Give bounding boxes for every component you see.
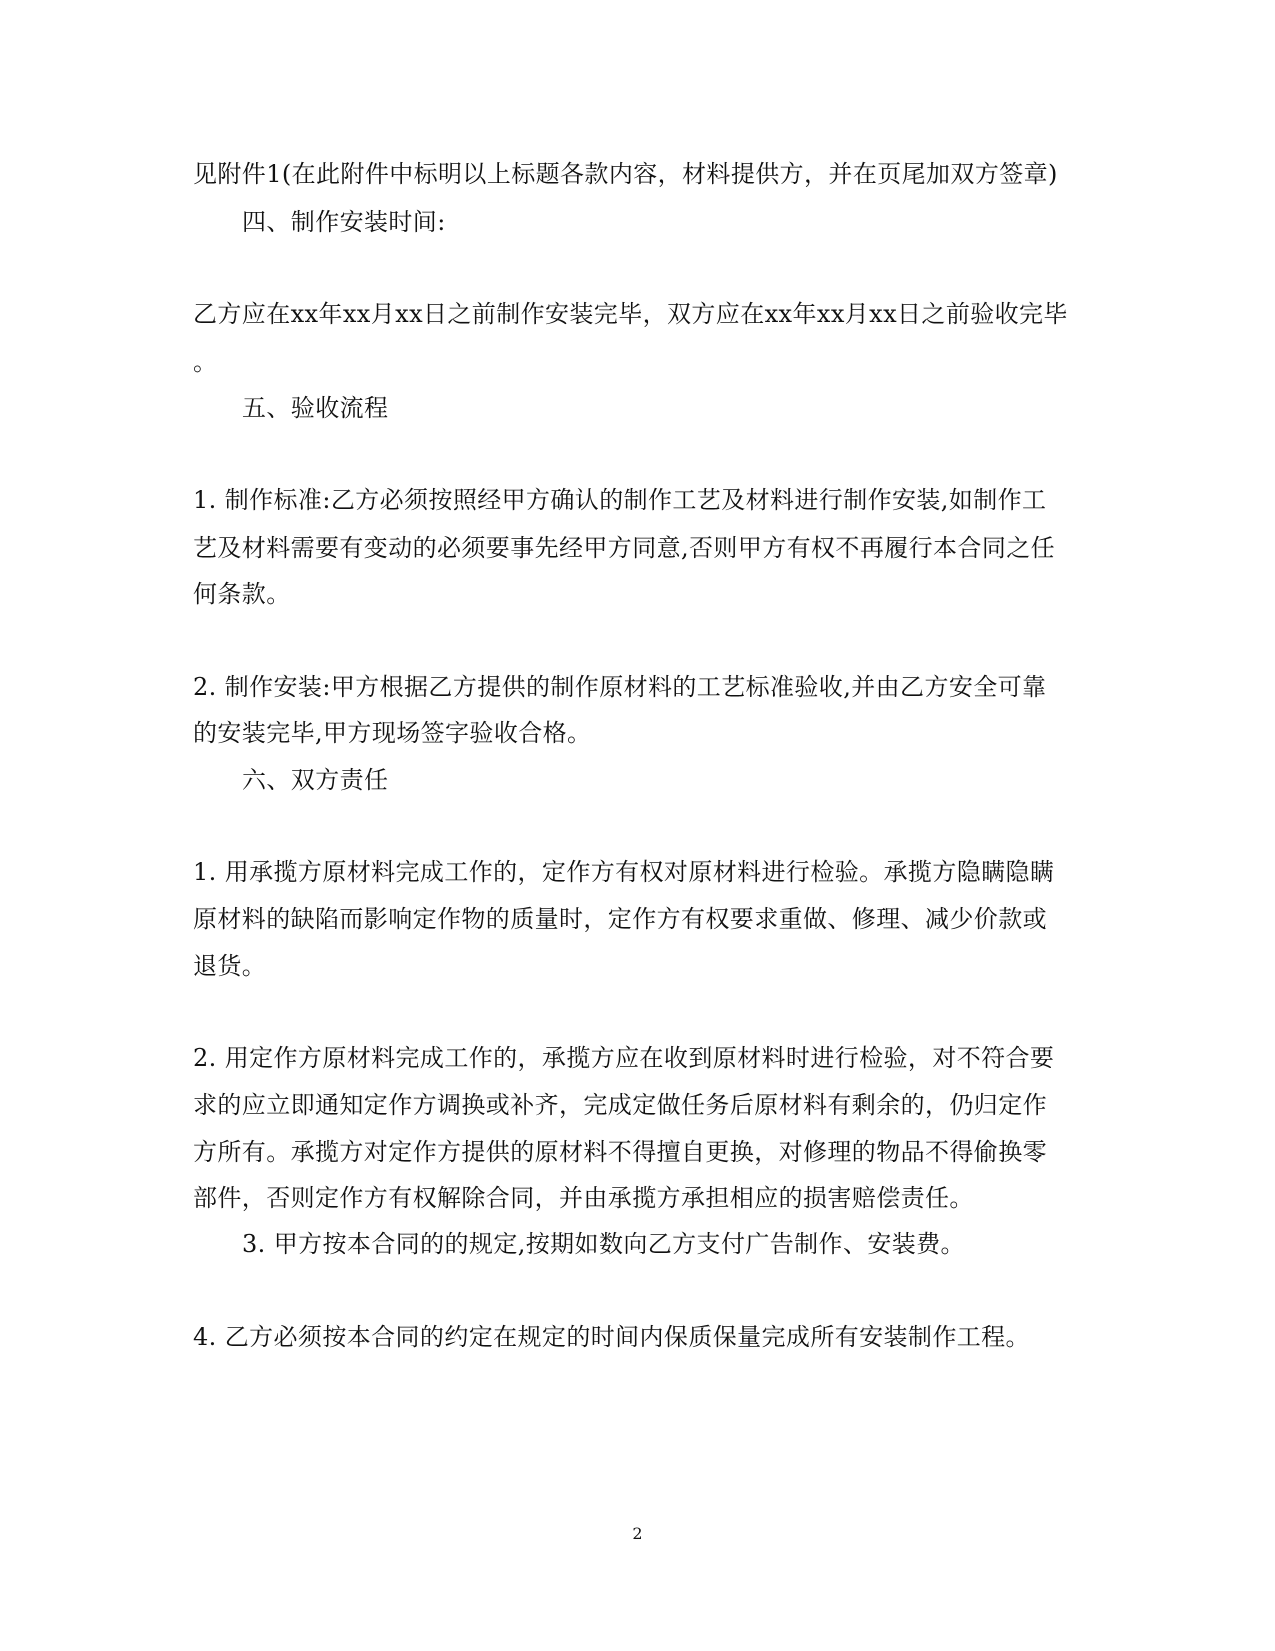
installation-time-line-2: 。 <box>193 348 218 376</box>
section-heading-installation-time: 四、制作安装时间: <box>242 208 446 236</box>
responsibility-item-1-line-2: 原材料的缺陷而影响定作物的质量时，定作方有权要求重做、修理、减少价款或 <box>193 905 1047 933</box>
acceptance-item-1-line-3: 何条款。 <box>193 580 291 608</box>
section-heading-responsibilities: 六、双方责任 <box>242 766 389 794</box>
acceptance-item-1-line-1: 1. 制作标准:乙方必须按照经甲方确认的制作工艺及材料进行制作安装,如制作工 <box>193 486 1047 514</box>
attachment-note-line: 见附件1(在此附件中标明以上标题各款内容，材料提供方，并在页尾加双方签章) <box>193 160 1058 188</box>
section-heading-acceptance: 五、验收流程 <box>242 394 389 422</box>
responsibility-item-2-line-3: 方所有。承揽方对定作方提供的原材料不得擅自更换，对修理的物品不得偷换零 <box>193 1138 1047 1166</box>
acceptance-item-1-line-2: 艺及材料需要有变动的必须要事先经甲方同意,否则甲方有权不再履行本合同之任 <box>193 534 1056 562</box>
responsibility-item-1-line-3: 退货。 <box>193 952 267 980</box>
responsibility-item-2-line-1: 2. 用定作方原材料完成工作的，承揽方应在收到原材料时进行检验，对不符合要 <box>193 1044 1055 1072</box>
responsibility-item-3: 3. 甲方按本合同的的规定,按期如数向乙方支付广告制作、安装费。 <box>242 1230 965 1258</box>
acceptance-item-2-line-2: 的安装完毕,甲方现场签字验收合格。 <box>193 719 592 747</box>
acceptance-item-2-line-1: 2. 制作安装:甲方根据乙方提供的制作原材料的工艺标准验收,并由乙方安全可靠 <box>193 673 1047 701</box>
page-number: 2 <box>632 1524 643 1543</box>
installation-time-line-1: 乙方应在xx年xx月xx日之前制作安装完毕，双方应在xx年xx月xx日之前验收完毕 <box>193 300 1068 328</box>
responsibility-item-4: 4. 乙方必须按本合同的约定在规定的时间内保质保量完成所有安装制作工程。 <box>193 1323 1030 1351</box>
responsibility-item-2-line-4: 部件，否则定作方有权解除合同，并由承揽方承担相应的损害赔偿责任。 <box>193 1184 974 1212</box>
responsibility-item-2-line-2: 求的应立即通知定作方调换或补齐，完成定做任务后原材料有剩余的，仍归定作 <box>193 1091 1047 1119</box>
responsibility-item-1-line-1: 1. 用承揽方原材料完成工作的，定作方有权对原材料进行检验。承揽方隐瞒隐瞒 <box>193 858 1055 886</box>
